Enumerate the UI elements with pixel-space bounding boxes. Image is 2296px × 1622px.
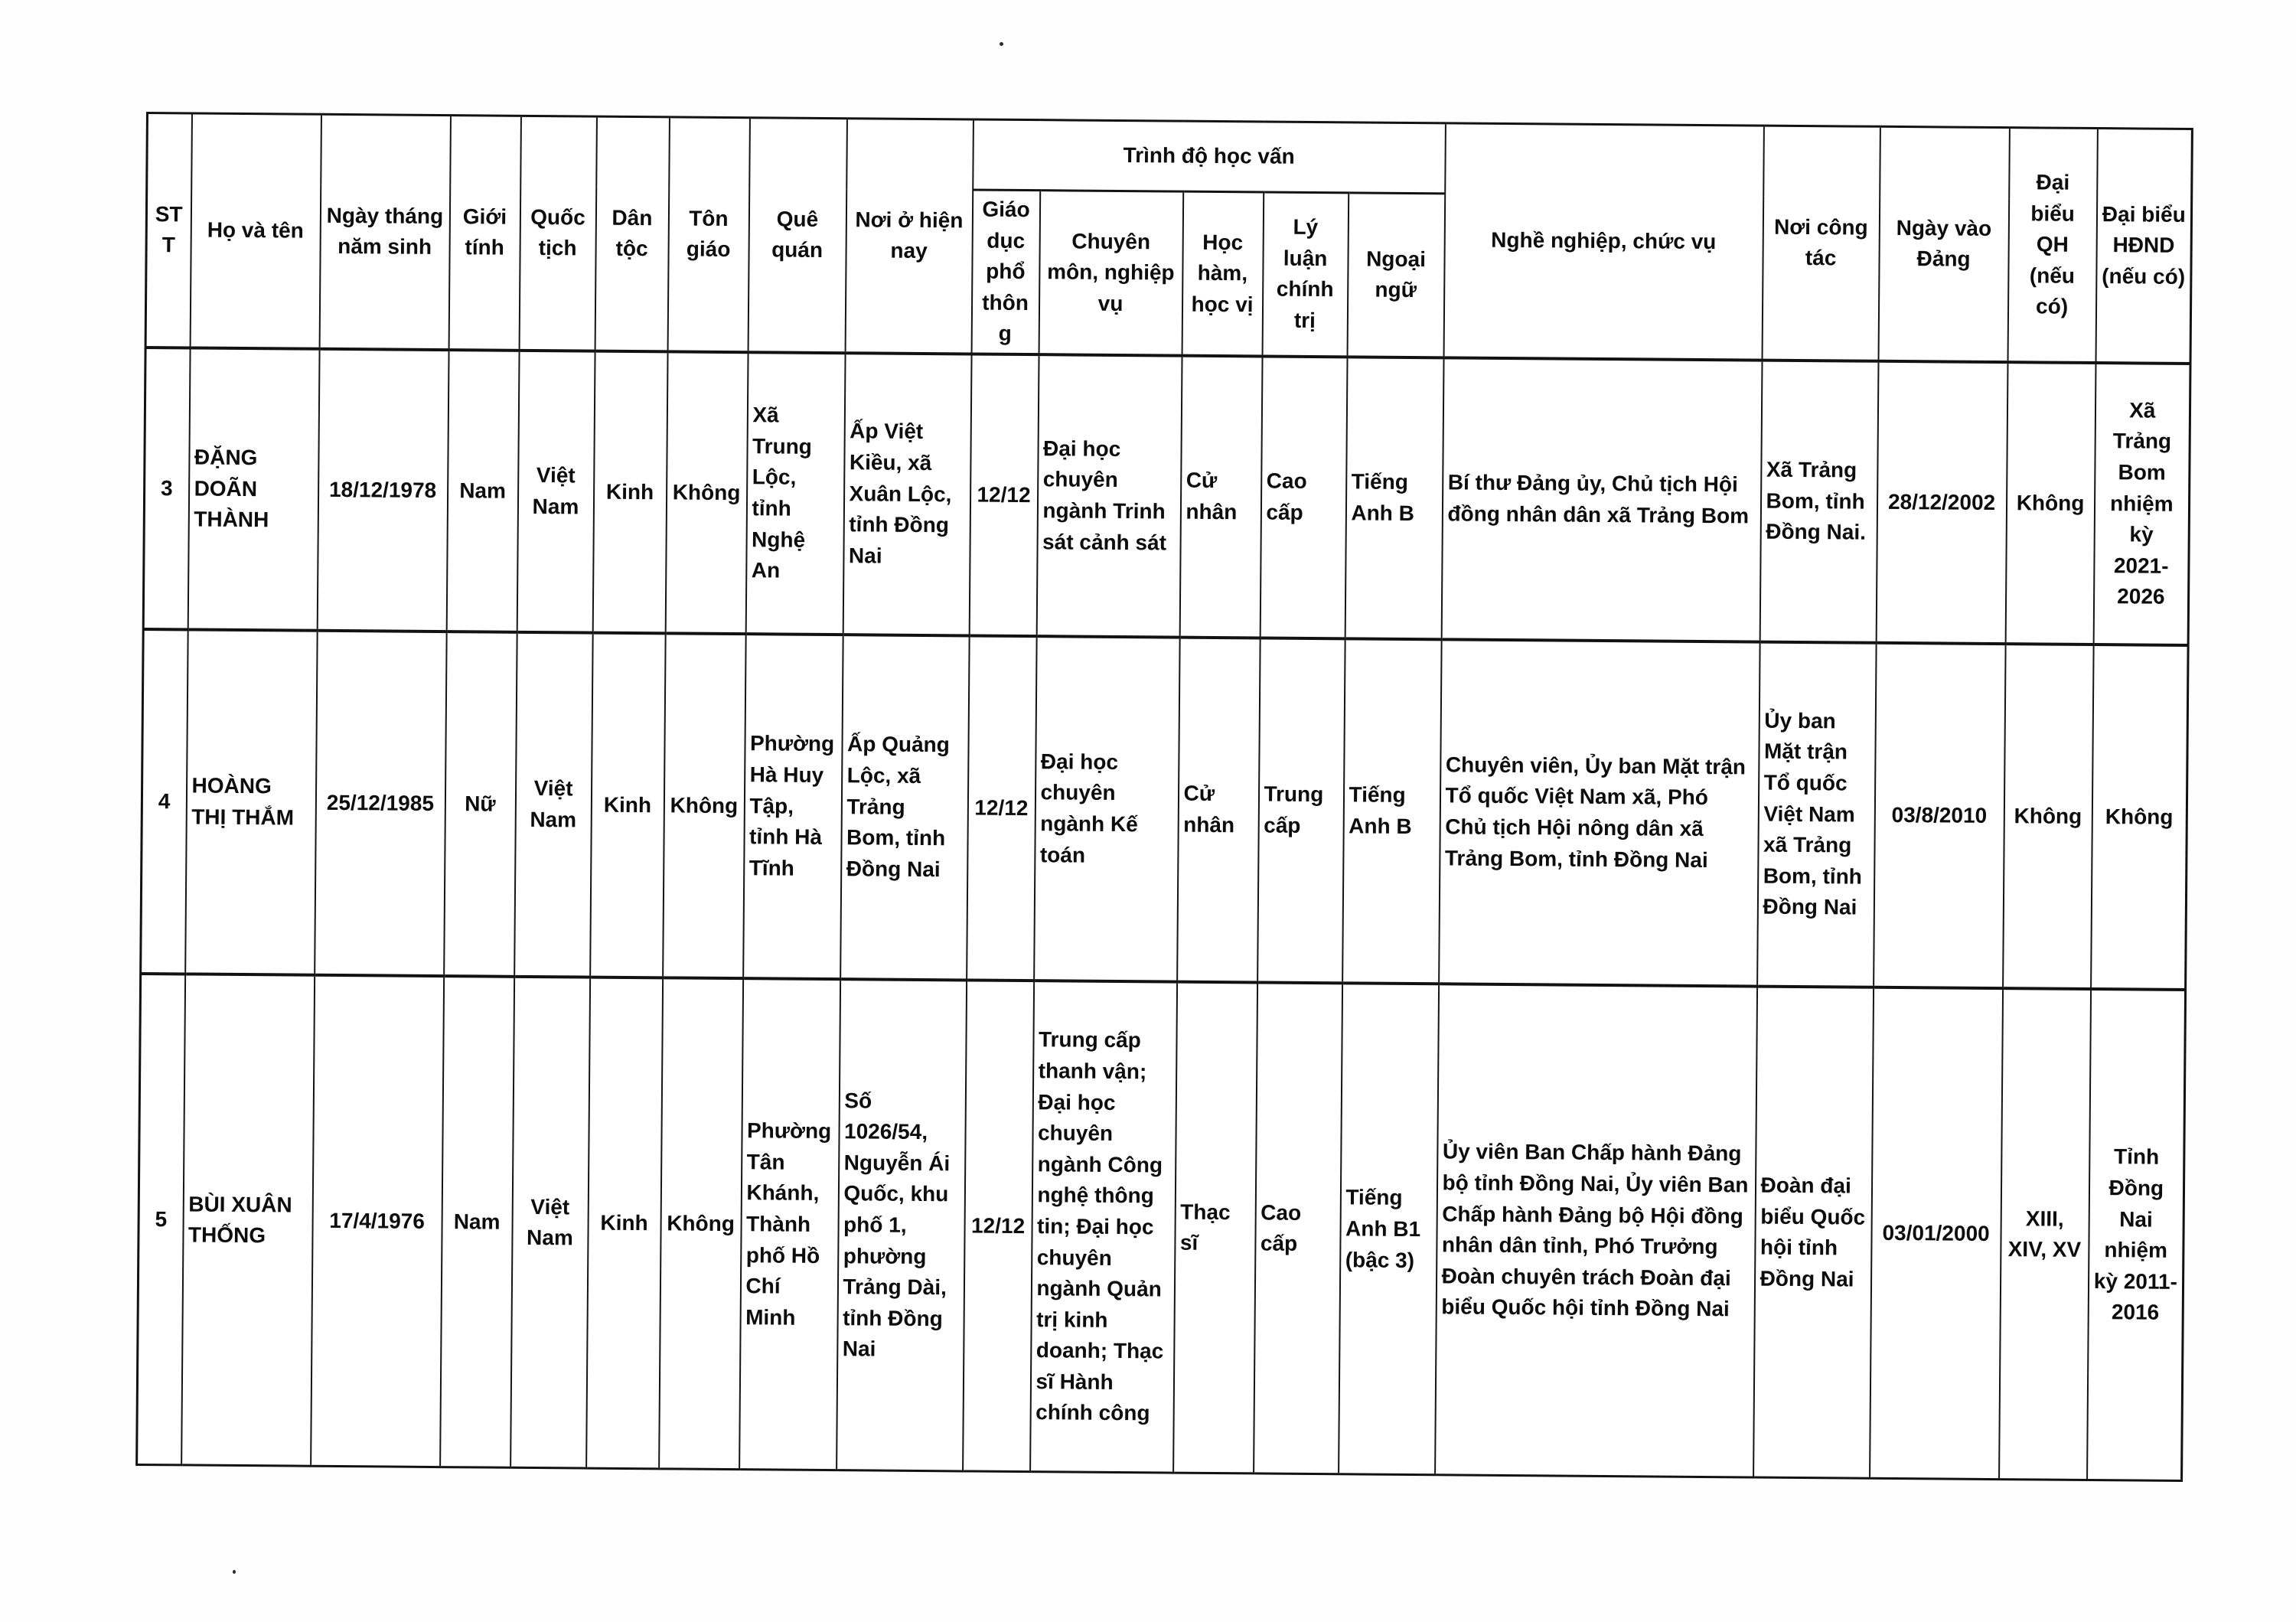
cell-gender: Nữ: [444, 632, 517, 977]
cell-specialization: Trung cấp thanh vận; Đại học chuyên ngành Công nghệ thông tin; Đại học chuyên ngành Quản trị kinh doanh; Thạc sĩ Hành chính công: [1030, 981, 1177, 1473]
header-nghe-nghiep: Nghề nghiệp, chức vụ: [1443, 123, 1763, 361]
header-dai-bieu-hdnd: Đại biểu HĐND (nếu có): [2095, 129, 2192, 364]
cell-hometown: Phường Hà Huy Tập, tỉnh Hà Tĩnh: [743, 634, 843, 979]
header-trinh-do-hoc-van: Trình độ học vấn: [973, 119, 1446, 194]
table-row: [143, 348, 2190, 645]
header-stt: STT: [145, 113, 191, 348]
header-que-quan: Quê quán: [748, 118, 846, 353]
cell-religion: Không: [665, 351, 748, 634]
header-gioi-tinh: Giới tính: [448, 116, 520, 351]
cell-dob: 25/12/1985: [315, 631, 447, 976]
header-ly-luan: Lý luận chính trị: [1262, 192, 1349, 357]
cell-residence: Ấp Việt Kiều, xã Xuân Lộc, tỉnh Đồng Nai: [843, 353, 971, 635]
cell-degree: Cử nhân: [1177, 638, 1261, 983]
cell-ethnicity: Kinh: [592, 351, 667, 634]
cell-politics: Cao cấp: [1260, 356, 1347, 638]
cell-dob: 17/4/1976: [311, 975, 444, 1467]
cell-gender: Nam: [446, 350, 519, 632]
cell-party-date: 03/8/2010: [1874, 643, 2006, 988]
scan-speck: [233, 1570, 236, 1574]
table-sheet: [135, 112, 2193, 1482]
header-quoc-tich: Quốc tịch: [519, 116, 596, 351]
cell-politics: Cao cấp: [1254, 982, 1342, 1474]
cell-party-date: 03/01/2000: [1870, 987, 2003, 1480]
cell-residence: Ấp Quảng Lộc, xã Trảng Bom, tỉnh Đồng Nai: [840, 635, 970, 980]
cell-qh: Không: [2005, 362, 2095, 645]
cell-residence: Số 1026/54, Nguyễn Ái Quốc, khu phố 1, phường Trảng Dài, tỉnh Đồng Nai: [837, 979, 967, 1471]
cell-party-date: 28/12/2002: [1876, 361, 2007, 644]
table-row: [141, 629, 2188, 990]
cell-workplace: Đoàn đại biểu Quốc hội tỉnh Đồng Nai: [1753, 987, 1874, 1479]
cell-education: 12/12: [967, 635, 1037, 981]
header-ngay-vao-dang: Ngày vào Đảng: [1878, 126, 2009, 362]
cell-nationality: Việt Nam: [517, 351, 595, 633]
header-hoc-ham: Học hàm, học vị: [1182, 191, 1264, 356]
header-noi-cong-tac: Nơi công tác: [1762, 126, 1880, 361]
cell-workplace: Xã Trảng Bom, tỉnh Đồng Nai.: [1760, 361, 1878, 643]
header-ngay-sinh: Ngày tháng năm sinh: [319, 114, 450, 350]
cell-religion: Không: [663, 633, 746, 978]
scan-speck: [1000, 42, 1003, 46]
cell-occupation: Chuyên viên, Ủy ban Mặt trận Tổ quốc Việt Nam xã, Phó Chủ tịch Hội nông dân xã Trảng Bom, tỉnh Đồng Nai: [1439, 639, 1760, 986]
cell-education: 12/12: [963, 980, 1034, 1472]
cell-nationality: Việt Nam: [514, 632, 593, 977]
cell-degree: Thạc sĩ: [1173, 982, 1257, 1474]
cell-workplace: Ủy ban Mặt trận Tổ quốc Việt Nam xã Trảng Bom, tỉnh Đồng Nai: [1757, 642, 1877, 987]
cell-stt: 5: [137, 974, 185, 1465]
header-dai-bieu-qh: Đại biểu QH (nếu có): [2007, 128, 2097, 363]
cell-hometown: Xã Trung Lộc, tỉnh Nghệ An: [745, 352, 845, 635]
cell-qh: Không: [2003, 644, 2094, 989]
cell-hdnd: Xã Trảng Bom nhiệm kỳ 2021- 2026: [2093, 363, 2190, 645]
cell-stt: 3: [143, 348, 190, 629]
cell-occupation: Bí thư Đảng ủy, Chủ tịch Hội đồng nhân dân xã Trảng Bom: [1441, 357, 1762, 641]
cell-language: Tiếng Anh B1 (bậc 3): [1339, 983, 1439, 1475]
cell-religion: Không: [659, 977, 743, 1470]
header-ngoai-ngu: Ngoại ngữ: [1347, 193, 1445, 357]
cell-language: Tiếng Anh B: [1342, 638, 1442, 984]
header-ton-giao: Tôn giáo: [667, 117, 749, 352]
cell-ethnicity: Kinh: [590, 633, 666, 978]
cell-hometown: Phường Tân Khánh, Thành phố Hồ Chí Minh: [739, 978, 840, 1470]
header-giao-duc-pho-thong: Giáo dục phổ thông: [971, 190, 1040, 354]
cell-name: BÙI XUÂN THỐNG: [181, 974, 315, 1466]
cell-ethnicity: Kinh: [586, 977, 663, 1470]
delegates-table: [135, 112, 2193, 1482]
cell-occupation: Ủy viên Ban Chấp hành Đảng bộ tỉnh Đồng Nai, Ủy viên Ban Chấp hành Đảng bộ Hội đồng nhân dân tỉnh, Phó Trưởng Đoàn chuyên trách Đoàn đại biểu Quốc hội tỉnh Đồng Nai: [1435, 984, 1757, 1477]
cell-degree: Cử nhân: [1179, 356, 1262, 638]
cell-gender: Nam: [440, 976, 514, 1468]
cell-language: Tiếng Anh B: [1345, 357, 1443, 639]
header-chuyen-mon: Chuyên môn, nghiệp vụ: [1039, 191, 1183, 356]
cell-politics: Trung cấp: [1257, 638, 1345, 983]
cell-hdnd: Không: [2091, 645, 2189, 990]
cell-stt: 4: [141, 629, 188, 974]
cell-name: ĐẶNG DOÃN THÀNH: [188, 348, 319, 630]
table-row: [137, 974, 2186, 1481]
cell-education: 12/12: [969, 354, 1039, 636]
cell-qh: XIII, XIV, XV: [1999, 988, 2091, 1480]
header-row-group: [147, 113, 2193, 200]
cell-dob: 18/12/1978: [317, 349, 448, 632]
cell-specialization: Đại học chuyên ngành Trinh sát cảnh sát: [1036, 354, 1182, 637]
header-noi-o: Nơi ở hiện nay: [845, 119, 973, 354]
cell-specialization: Đại học chuyên ngành Kế toán: [1034, 636, 1180, 981]
header-dan-toc: Dân tộc: [595, 116, 669, 351]
header-ho-va-ten: Họ và tên: [190, 113, 321, 349]
cell-hdnd: Tỉnh Đồng Nai nhiệm kỳ 2011- 2016: [2087, 989, 2186, 1481]
cell-name: HOÀNG THỊ THẮM: [185, 629, 318, 974]
cell-nationality: Việt Nam: [510, 977, 590, 1469]
